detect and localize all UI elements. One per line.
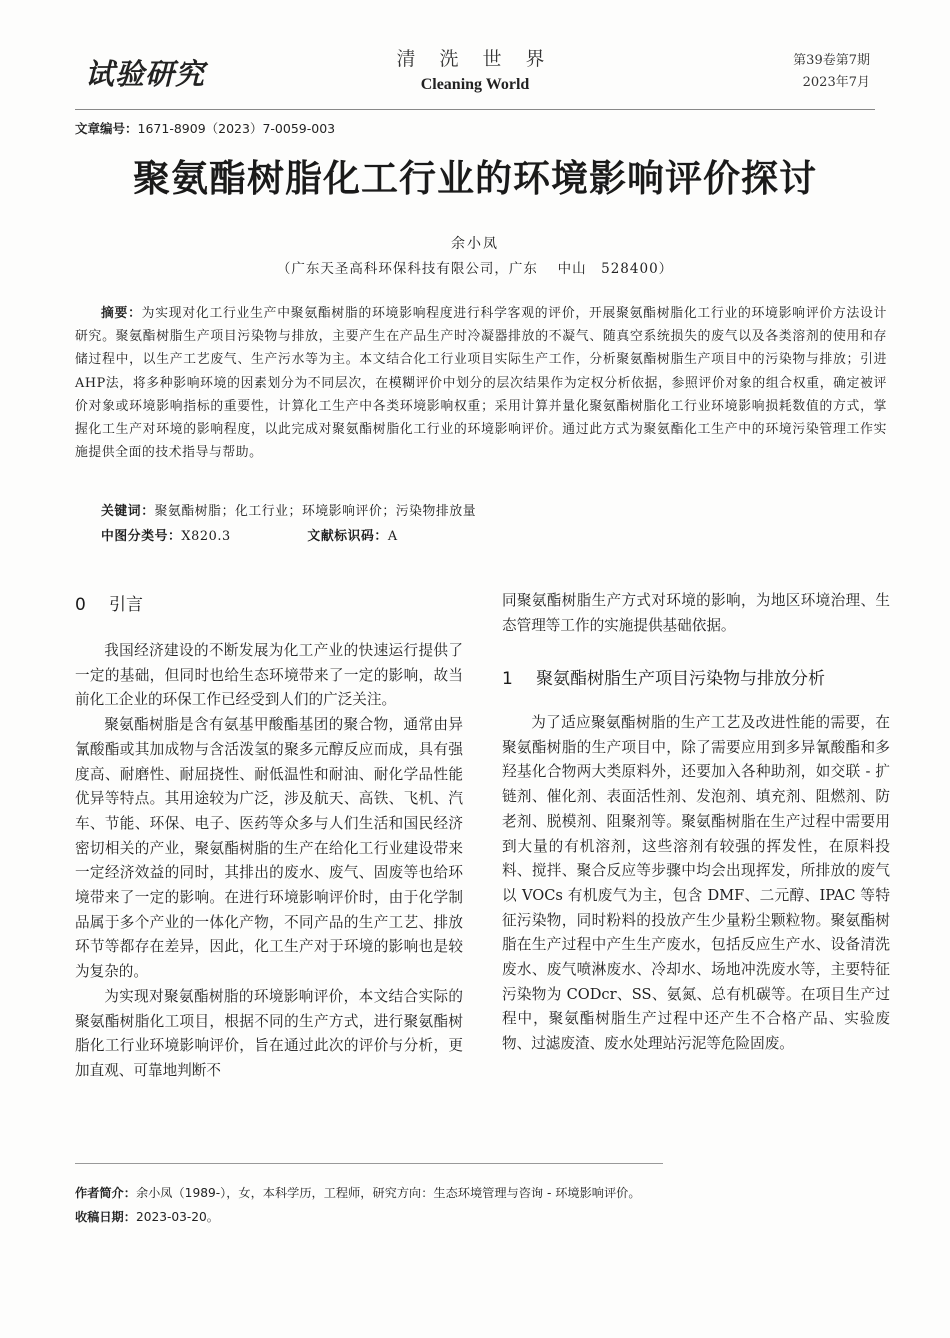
clc-value: X820.3 [181, 529, 231, 544]
section-title: 引言 [109, 595, 143, 615]
keywords [101, 500, 476, 519]
publish-date: 2023年7月 [802, 75, 870, 90]
article-number-value: 1671-8909（2023）7-0059-003 [137, 121, 336, 136]
paragraph: 为了适应聚氨酯树脂的生产工艺及改进性能的需要，在聚氨酯树脂的生产项目中，除了需要应用到多异氰酸酯和多羟基化合物两大类原料外，还要加入各种助剂，如交联 - 扩链剂、催化剂、表面活性剂、发泡剂、填充剂、阻燃剂、防老剂、脱模剂、阻聚剂等。聚氨酯树脂在生产过程中需要用到大量的有机溶剂，这些溶剂有较强的挥发性，在原料投料、搅拌、聚合反应等步骤中均会出现挥发，所排放的废气以 VOCs 有机废气为主，包含 DMF、二元醇、IPAC 等特征污染物，同时粉料的投放产生少量粉尘颗粒物。聚氨酯树脂在生产过程中产生生产废水，包括反应生产水、设备清洗废水、废气喷淋废水、冷却水、场地冲洗废水等，主要特征污染物为 CODcr、SS、氨氮、总有机碳等。在项目生产过程中，聚氨酯树脂生产过程中还产生不合格产品、实验废物、过滤废渣、废水处理站污泥等危险固废。 [502, 714, 890, 1053]
keywords-label: 关键词： [101, 504, 155, 519]
journal-name-en: Cleaning World [420, 76, 530, 93]
footnote-rule [75, 1163, 663, 1164]
author-affiliation: （广东天圣高科环保科技有限公司，广东 中山 528400） [276, 261, 674, 277]
footnote-author [75, 1184, 641, 1201]
article-number-label: 文章编号： [75, 121, 138, 136]
clc-label: 中图分类号： [101, 529, 182, 544]
section-title: 聚氨酯树脂生产项目污染物与排放分析 [536, 669, 825, 689]
abstract [75, 302, 887, 464]
left-column [75, 639, 463, 1084]
author-name: 余小凤 [451, 236, 499, 252]
volume-issue: 第39卷第7期 [793, 53, 870, 68]
section-number: 1 [502, 669, 513, 689]
footnote-received-text: 2023-03-20。 [135, 1210, 219, 1224]
volume-info [793, 50, 870, 94]
header-rule [75, 109, 875, 110]
paragraph: 聚氨酯树脂是含有氨基甲酸酯基团的聚合物，通常由异氰酸酯或其加成物与含活泼氢的聚多元醇反应而成，具有强度高、耐磨性、耐屈挠性、耐低温性和耐油、耐化学品性能优异等特点。其用途较为广泛，涉及航天、高铁、飞机、汽车、节能、环保、电子、医药等众多与人们生活和国民经济密切相关的产业，聚氨酯树脂的生产在给化工行业建设带来一定经济效益的同时，其排出的废水、废气、固废等也给环境带来了一定的影响。在进行环境影响评价时，由于化学制品属于多个产业的一体化产物，不同产品的生产工艺、排放环节等都存在差异，因此，化工生产对于环境的影响也是较为复杂的。 [75, 716, 463, 981]
classification [101, 525, 398, 544]
section-heading-intro [75, 590, 143, 615]
abstract-label: 摘要： [101, 306, 142, 321]
doc-code-value: A [387, 529, 398, 544]
section-heading-1 [502, 664, 825, 689]
keywords-text: 聚氨酯树脂；化工行业；环境影响评价；污染物排放量 [154, 504, 477, 519]
section-tag: 试验研究 [85, 57, 206, 91]
abstract-text: 为实现对化工行业生产中聚氨酯树脂的环境影响程度进行科学客观的评价，开展聚氨酯树脂化工行业的环境影响评价方法设计研究。聚氨酯树脂生产项目污染物与排放，主要产生在产品生产时冷凝器排放的不凝气、随真空系统损失的废气以及各类溶剂的使用和存储过程中，以生产工艺废气、生产污水等为主。本文结合化工行业项目实际生产工作，分析聚氨酯树脂生产项目中的污染物与排放；引进AHP法，将多种影响环境的因素划分为不同层次，在模糊评价中划分的层次结果作为定权分析依据，参照评价对象的组合权重，确定被评价对象或环境影响指标的重要性，计算化工生产中各类环境影响权重；采用计算并量化聚氨酯树脂化工行业环境影响损耗数值的方式，掌握化工生产对环境的影响程度，以此完成对聚氨酯树脂化工行业的环境影响评价。通过此方式为聚氨酯化工生产中的环境污染管理工作实施提供全面的技术指导与帮助。 [75, 306, 887, 461]
section-number: 0 [75, 595, 86, 615]
paragraph: 同聚氨酯树脂生产方式对环境的影响，为地区环境治理、生态管理等工作的实施提供基础依据。 [502, 592, 890, 634]
paragraph: 我国经济建设的不断发展为化工产业的快速运行提供了一定的基础，但同时也给生态环境带来了一定的影响，故当前化工企业的环保工作已经受到人们的广泛关注。 [75, 642, 463, 709]
footnote-author-text: 余小凤（1989-），女，本科学历，工程师，研究方向：生态环境管理与咨询 - 环境影响评价。 [135, 1186, 641, 1200]
doc-code-label: 文献标识码： [307, 529, 388, 544]
paragraph: 为实现对聚氨酯树脂的环境影响评价，本文结合实际的聚氨酯树脂化工项目，根据不同的生产方式，进行聚氨酯树脂化工行业环境影响评价，旨在通过此次的评价与分析，更加直观、可靠地判断不 [75, 987, 463, 1079]
journal-name-cn: 清 洗 世 界 [396, 48, 554, 70]
paper-title: 聚氨酯树脂化工行业的环境影响评价探讨 [133, 157, 817, 200]
footnote-received-label: 收稿日期： [75, 1210, 136, 1224]
footnote-author-label: 作者简介： [75, 1186, 136, 1200]
footnote-received [75, 1208, 219, 1225]
right-column [502, 711, 890, 1057]
article-number [75, 119, 335, 137]
right-column-continuation [502, 589, 890, 638]
